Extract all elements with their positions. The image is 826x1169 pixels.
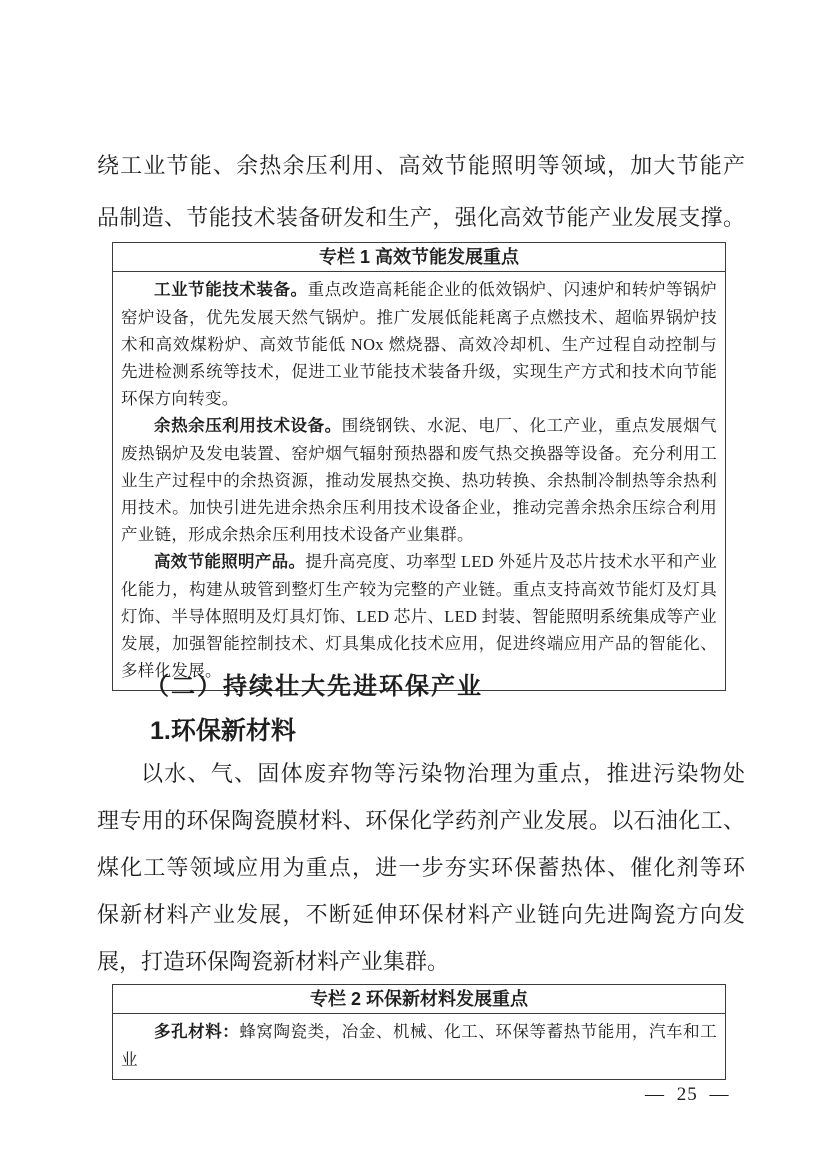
box-paragraph-text: 蜂窝陶瓷类，冶金、机械、化工、环保等蓄热节能用，汽车和工业	[121, 1022, 717, 1069]
box-paragraph-lead: 工业节能技术装备。	[154, 281, 308, 299]
body-line: 理专用的环保陶瓷膜材料、环保化学药剂产业发展。以石油化工、	[97, 808, 745, 833]
section-heading: （二）持续壮大先进环保产业	[145, 674, 483, 700]
box-paragraph-text: 提升高亮度、功率型 LED 外延片及芯片技术水平和产业化能力，构建从玻管到整灯生产较为完整的产业链。重点支持高效节能灯及灯具灯饰、半导体照明及灯具灯饰、LED 芯片、LED 封装、智能照明系统集成等产业发展，加强智能控制技术、灯具集成化技术应用，促进终端应用产品的智能化、多样化发展。	[121, 552, 717, 680]
highlight-box-energy-saving	[112, 242, 726, 691]
box-paragraph	[121, 548, 717, 684]
box-paragraph	[121, 276, 717, 412]
box-paragraph-lead: 多孔材料：	[154, 1023, 240, 1041]
intro-line: 绕工业节能、余热余压利用、高效节能照明等领域，加大节能产	[97, 153, 745, 178]
box-body	[113, 1014, 725, 1079]
box-title: 专栏 2 环保新材料发展重点	[113, 985, 725, 1014]
box-paragraph-lead: 余热余压利用技术设备。	[154, 417, 342, 435]
box-body	[113, 272, 725, 690]
box-title: 专栏 1 高效节能发展重点	[113, 243, 725, 272]
body-line: 保新材料产业发展，不断延伸环保材料产业链向先进陶瓷方向发	[97, 902, 745, 927]
body-paragraph	[97, 750, 745, 985]
intro-line: 品制造、节能技术装备研发和生产，强化高效节能产业发展支撑。	[97, 205, 745, 230]
highlight-box-eco-materials	[112, 984, 726, 1080]
subsection-heading: 1.环保新材料	[150, 717, 296, 745]
box-paragraph-text: 围绕钢铁、水泥、电厂、化工产业，重点发展烟气废热锅炉及发电装置、窑炉烟气辐射预热器和废气热交换器等设备。充分利用工业生产过程中的余热资源，推动发展热交换、热功转换、余热制冷制热等余热利用技术。加快引进先进余热余压利用技术设备企业，推动完善余热余压综合利用产业链，形成余热余压利用技术设备产业集群。	[121, 416, 717, 544]
box-paragraph-lead: 高效节能照明产品。	[154, 553, 306, 571]
page-number: — 25 —	[645, 1084, 730, 1105]
box-paragraph-text: 重点改造高耗能企业的低效锅炉、闪速炉和转炉等锅炉窑炉设备，优先发展天然气锅炉。推广发展低能耗离子点燃技术、超临界锅炉技术和高效煤粉炉、高效节能低 NOx 燃烧器、高效冷却机、生产过程自动控制与先进检测系统等技术，促进工业节能技术装备升级，实现生产方式和技术向节能环保方向转变。	[121, 280, 718, 408]
box-paragraph	[121, 412, 717, 548]
body-line: 煤化工等领域应用为重点，进一步夯实环保蓄热体、催化剂等环	[97, 855, 745, 880]
body-line: 展，打造环保陶瓷新材料产业集群。	[97, 949, 450, 974]
box-paragraph	[121, 1018, 717, 1073]
intro-paragraph	[97, 140, 745, 244]
body-line: 以水、气、固体废弃物等污染物治理为重点，推进污染物处	[141, 761, 745, 786]
